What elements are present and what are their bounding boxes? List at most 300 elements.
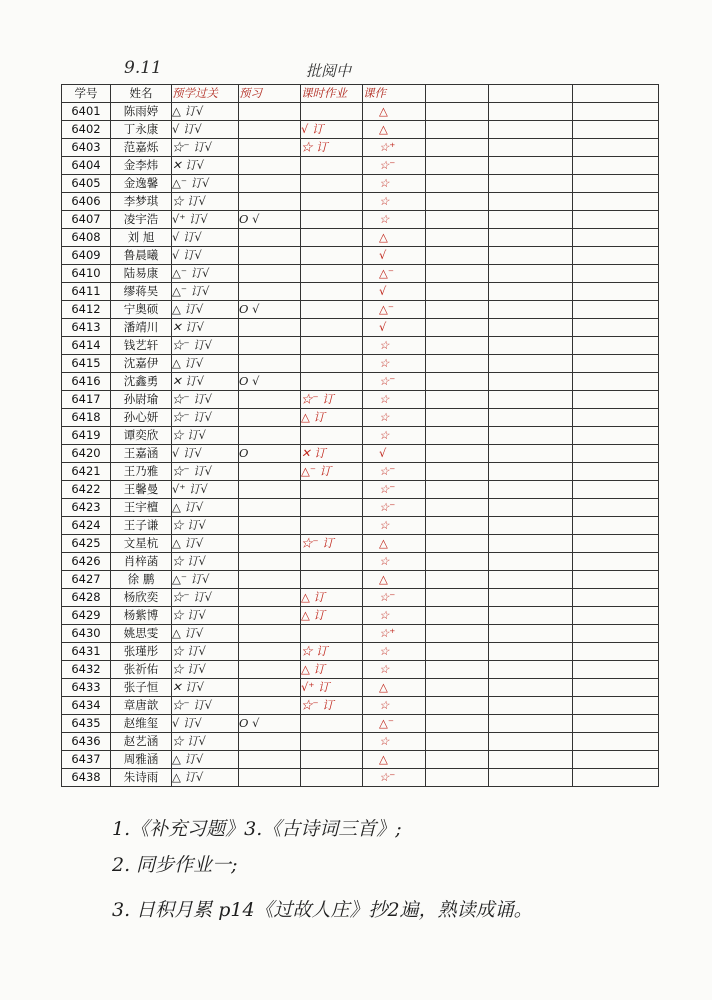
blank-cell xyxy=(426,697,489,715)
classwork-cell: ☆⁻ xyxy=(363,157,426,175)
blank-cell xyxy=(573,481,659,499)
blank-cell xyxy=(573,229,659,247)
preview-cell xyxy=(239,247,301,265)
student-name-cell: 文星杭 xyxy=(111,535,172,553)
lesson-homework-cell xyxy=(301,337,363,355)
blank-cell xyxy=(489,157,573,175)
preview-check-cell: ☆⁻ 订√ xyxy=(172,463,239,481)
lesson-homework-cell: √⁺ 订 xyxy=(301,679,363,697)
blank-cell xyxy=(489,301,573,319)
blank-cell xyxy=(573,535,659,553)
classwork-cell: ☆ xyxy=(363,661,426,679)
blank-cell xyxy=(426,751,489,769)
classwork-cell: △ xyxy=(363,751,426,769)
student-id-cell: 6420 xyxy=(62,445,111,463)
student-id-cell: 6403 xyxy=(62,139,111,157)
student-id-cell: 6406 xyxy=(62,193,111,211)
preview-check-cell: △ 订√ xyxy=(172,625,239,643)
blank-cell xyxy=(573,355,659,373)
lesson-homework-cell xyxy=(301,319,363,337)
preview-cell xyxy=(239,535,301,553)
preview-check-cell: △⁻ 订√ xyxy=(172,265,239,283)
student-name-cell: 鲁晨曦 xyxy=(111,247,172,265)
student-name-cell: 沈鑫勇 xyxy=(111,373,172,391)
blank-cell xyxy=(426,121,489,139)
preview-check-cell: ☆⁻ 订√ xyxy=(172,139,239,157)
lesson-homework-cell xyxy=(301,499,363,517)
classwork-cell: ☆ xyxy=(363,517,426,535)
blank-cell xyxy=(573,121,659,139)
student-name-cell: 张子恒 xyxy=(111,679,172,697)
student-name-cell: 杨紫博 xyxy=(111,607,172,625)
blank-cell xyxy=(426,481,489,499)
classwork-cell: ☆⁻ xyxy=(363,463,426,481)
preview-cell xyxy=(239,625,301,643)
blank-cell xyxy=(426,247,489,265)
blank-cell xyxy=(489,355,573,373)
preview-cell xyxy=(239,391,301,409)
preview-cell: O xyxy=(239,445,301,463)
classwork-cell: ☆ xyxy=(363,607,426,625)
blank-cell xyxy=(489,283,573,301)
preview-cell xyxy=(239,337,301,355)
table-row xyxy=(62,139,659,157)
student-id-cell: 6429 xyxy=(62,607,111,625)
student-id-cell: 6432 xyxy=(62,661,111,679)
blank-cell xyxy=(573,661,659,679)
student-id-cell: 6416 xyxy=(62,373,111,391)
table-row xyxy=(62,571,659,589)
blank-cell xyxy=(573,589,659,607)
blank-cell xyxy=(426,103,489,121)
blank-cell xyxy=(489,715,573,733)
lesson-homework-cell xyxy=(301,571,363,589)
preview-cell: O √ xyxy=(239,715,301,733)
blank-cell xyxy=(573,265,659,283)
blank-cell xyxy=(489,463,573,481)
blank-cell xyxy=(426,211,489,229)
blank-cell xyxy=(573,193,659,211)
preview-check-cell: △ 订√ xyxy=(172,499,239,517)
table-row xyxy=(62,769,659,787)
student-name-cell: 朱诗雨 xyxy=(111,769,172,787)
blank-cell xyxy=(426,229,489,247)
table-row xyxy=(62,535,659,553)
preview-check-cell: ☆ 订√ xyxy=(172,427,239,445)
preview-cell xyxy=(239,427,301,445)
student-name-cell: 王嘉涵 xyxy=(111,445,172,463)
student-id-cell: 6435 xyxy=(62,715,111,733)
preview-cell xyxy=(239,283,301,301)
student-name-cell: 周雅涵 xyxy=(111,751,172,769)
lesson-homework-cell xyxy=(301,517,363,535)
lesson-homework-cell: ☆⁻ 订 xyxy=(301,535,363,553)
blank-cell xyxy=(573,175,659,193)
preview-cell xyxy=(239,571,301,589)
preview-check-cell: △ 订√ xyxy=(172,103,239,121)
table-row xyxy=(62,157,659,175)
blank-cell xyxy=(489,733,573,751)
student-id-cell: 6414 xyxy=(62,337,111,355)
student-id-cell: 6418 xyxy=(62,409,111,427)
preview-check-cell: △⁻ 订√ xyxy=(172,283,239,301)
table-row xyxy=(62,445,659,463)
blank-cell xyxy=(573,697,659,715)
classwork-cell: √ xyxy=(363,283,426,301)
table-row xyxy=(62,337,659,355)
blank-cell xyxy=(426,427,489,445)
student-name-cell: 凌宇浩 xyxy=(111,211,172,229)
lesson-homework-cell: ☆ 订 xyxy=(301,139,363,157)
column-header-preview-check: 预学过关 xyxy=(172,85,239,103)
preview-check-cell: △⁻ 订√ xyxy=(172,571,239,589)
blank-cell xyxy=(489,607,573,625)
table-row xyxy=(62,247,659,265)
preview-check-cell: ☆ 订√ xyxy=(172,643,239,661)
student-name-cell: 缪蒋昊 xyxy=(111,283,172,301)
preview-cell xyxy=(239,229,301,247)
student-name-cell: 徐 鹏 xyxy=(111,571,172,589)
student-name-cell: 金李炜 xyxy=(111,157,172,175)
blank-cell xyxy=(573,409,659,427)
homework-note-3: 3. 日积月累 p14《过故人庄》抄2遍，熟读成诵。 xyxy=(112,899,533,921)
preview-check-cell: ☆ 订√ xyxy=(172,661,239,679)
preview-cell xyxy=(239,355,301,373)
grade-table xyxy=(61,84,659,787)
preview-cell xyxy=(239,643,301,661)
lesson-homework-cell xyxy=(301,553,363,571)
blank-cell xyxy=(573,445,659,463)
preview-check-cell: √ 订√ xyxy=(172,445,239,463)
blank-cell xyxy=(573,769,659,787)
lesson-homework-cell xyxy=(301,625,363,643)
table-row xyxy=(62,175,659,193)
lesson-homework-cell xyxy=(301,265,363,283)
student-name-cell: 李梦琪 xyxy=(111,193,172,211)
lesson-homework-cell xyxy=(301,373,363,391)
table-row xyxy=(62,553,659,571)
preview-cell xyxy=(239,697,301,715)
table-row xyxy=(62,661,659,679)
lesson-homework-cell xyxy=(301,211,363,229)
blank-cell xyxy=(426,283,489,301)
lesson-homework-cell: ✕ 订 xyxy=(301,445,363,463)
blank-cell xyxy=(489,121,573,139)
table-row xyxy=(62,319,659,337)
preview-cell: O √ xyxy=(239,211,301,229)
lesson-homework-cell: √ 订 xyxy=(301,121,363,139)
student-name-cell: 陆易康 xyxy=(111,265,172,283)
blank-cell xyxy=(426,553,489,571)
blank-cell xyxy=(573,607,659,625)
preview-check-cell: ✕ 订√ xyxy=(172,319,239,337)
table-row xyxy=(62,301,659,319)
preview-cell xyxy=(239,481,301,499)
table-row xyxy=(62,409,659,427)
blank-cell xyxy=(426,733,489,751)
blank-cell xyxy=(573,427,659,445)
table-row xyxy=(62,679,659,697)
classwork-cell: ☆ xyxy=(363,175,426,193)
preview-check-cell: △ 订√ xyxy=(172,301,239,319)
student-id-cell: 6427 xyxy=(62,571,111,589)
preview-cell xyxy=(239,769,301,787)
student-id-cell: 6409 xyxy=(62,247,111,265)
student-id-cell: 6401 xyxy=(62,103,111,121)
blank-cell xyxy=(489,535,573,553)
preview-check-cell: ✕ 订√ xyxy=(172,679,239,697)
table-row xyxy=(62,211,659,229)
student-name-cell: 王宇檀 xyxy=(111,499,172,517)
classwork-cell: ☆⁻ xyxy=(363,499,426,517)
blank-cell xyxy=(489,553,573,571)
table-header-row xyxy=(62,85,659,103)
student-id-cell: 6417 xyxy=(62,391,111,409)
blank-cell xyxy=(489,571,573,589)
preview-cell xyxy=(239,463,301,481)
blank-cell xyxy=(426,607,489,625)
student-name-cell: 杨欣奕 xyxy=(111,589,172,607)
blank-cell xyxy=(489,517,573,535)
blank-cell xyxy=(573,679,659,697)
student-id-cell: 6438 xyxy=(62,769,111,787)
table-row xyxy=(62,427,659,445)
blank-cell xyxy=(426,625,489,643)
preview-cell xyxy=(239,319,301,337)
student-name-cell: 宁奥硕 xyxy=(111,301,172,319)
table-row xyxy=(62,589,659,607)
preview-cell xyxy=(239,553,301,571)
preview-cell: O √ xyxy=(239,373,301,391)
blank-cell xyxy=(573,373,659,391)
classwork-cell: √ xyxy=(363,445,426,463)
student-name-cell: 张瑾彤 xyxy=(111,643,172,661)
table-row xyxy=(62,229,659,247)
lesson-homework-cell: △ 订 xyxy=(301,409,363,427)
classwork-cell: △⁻ xyxy=(363,301,426,319)
preview-check-cell: △ 订√ xyxy=(172,535,239,553)
lesson-homework-cell xyxy=(301,193,363,211)
classwork-cell: ☆ xyxy=(363,193,426,211)
preview-cell xyxy=(239,157,301,175)
student-id-cell: 6411 xyxy=(62,283,111,301)
classwork-cell: ☆⁻ xyxy=(363,373,426,391)
column-header-blank-3 xyxy=(573,85,659,103)
table-row xyxy=(62,733,659,751)
table-row xyxy=(62,283,659,301)
table-row xyxy=(62,355,659,373)
blank-cell xyxy=(489,391,573,409)
classwork-cell: ☆⁺ xyxy=(363,625,426,643)
table-row xyxy=(62,697,659,715)
lesson-homework-cell xyxy=(301,229,363,247)
preview-check-cell: △⁻ 订√ xyxy=(172,175,239,193)
student-name-cell: 王馨曼 xyxy=(111,481,172,499)
homework-note-1: 1.《补充习题》3.《古诗词三首》; xyxy=(112,818,402,840)
blank-cell xyxy=(426,139,489,157)
blank-cell xyxy=(489,445,573,463)
lesson-homework-cell: ☆⁻ 订 xyxy=(301,391,363,409)
blank-cell xyxy=(426,301,489,319)
blank-cell xyxy=(426,193,489,211)
table-row xyxy=(62,265,659,283)
preview-cell xyxy=(239,679,301,697)
blank-cell xyxy=(489,499,573,517)
preview-cell xyxy=(239,661,301,679)
classwork-cell: ☆ xyxy=(363,355,426,373)
student-id-cell: 6422 xyxy=(62,481,111,499)
blank-cell xyxy=(489,211,573,229)
blank-cell xyxy=(426,175,489,193)
blank-cell xyxy=(426,409,489,427)
blank-cell xyxy=(573,283,659,301)
table-row xyxy=(62,481,659,499)
preview-check-cell: √⁺ 订√ xyxy=(172,211,239,229)
student-name-cell: 丁永康 xyxy=(111,121,172,139)
student-name-cell: 赵维玺 xyxy=(111,715,172,733)
classwork-cell: ☆ xyxy=(363,733,426,751)
student-id-cell: 6421 xyxy=(62,463,111,481)
preview-check-cell: √ 订√ xyxy=(172,121,239,139)
lesson-homework-cell xyxy=(301,175,363,193)
column-header-student-id: 学号 xyxy=(62,85,111,103)
classwork-cell: ☆⁻ xyxy=(363,589,426,607)
classwork-cell: √ xyxy=(363,247,426,265)
lesson-homework-cell: ☆ 订 xyxy=(301,643,363,661)
student-id-cell: 6410 xyxy=(62,265,111,283)
table-row xyxy=(62,517,659,535)
preview-cell: O √ xyxy=(239,301,301,319)
table-row xyxy=(62,643,659,661)
classwork-cell: ☆⁺ xyxy=(363,139,426,157)
lesson-homework-cell xyxy=(301,715,363,733)
table-row xyxy=(62,751,659,769)
preview-check-cell: △ 订√ xyxy=(172,769,239,787)
preview-check-cell: ☆⁻ 订√ xyxy=(172,697,239,715)
preview-check-cell: ✕ 订√ xyxy=(172,157,239,175)
blank-cell xyxy=(426,715,489,733)
blank-cell xyxy=(573,751,659,769)
preview-cell xyxy=(239,193,301,211)
column-header-name: 姓名 xyxy=(111,85,172,103)
preview-cell xyxy=(239,103,301,121)
blank-cell xyxy=(426,517,489,535)
lesson-homework-cell xyxy=(301,751,363,769)
lesson-homework-cell xyxy=(301,355,363,373)
blank-cell xyxy=(573,715,659,733)
lesson-homework-cell: △⁻ 订 xyxy=(301,463,363,481)
blank-cell xyxy=(426,373,489,391)
blank-cell xyxy=(573,517,659,535)
preview-check-cell: ☆ 订√ xyxy=(172,553,239,571)
classwork-cell: ☆ xyxy=(363,697,426,715)
classwork-cell: △ xyxy=(363,679,426,697)
blank-cell xyxy=(573,139,659,157)
preview-check-cell: ✕ 订√ xyxy=(172,373,239,391)
classwork-cell: △⁻ xyxy=(363,715,426,733)
lesson-homework-cell xyxy=(301,769,363,787)
lesson-homework-cell xyxy=(301,103,363,121)
preview-cell xyxy=(239,607,301,625)
blank-cell xyxy=(489,139,573,157)
classwork-cell: ☆ xyxy=(363,391,426,409)
student-id-cell: 6407 xyxy=(62,211,111,229)
preview-cell xyxy=(239,733,301,751)
student-name-cell: 潘靖川 xyxy=(111,319,172,337)
preview-check-cell: ☆⁻ 订√ xyxy=(172,589,239,607)
blank-cell xyxy=(573,499,659,517)
classwork-cell: ☆ xyxy=(363,427,426,445)
student-name-cell: 孙尉瑜 xyxy=(111,391,172,409)
table-row xyxy=(62,121,659,139)
lesson-homework-cell: △ 订 xyxy=(301,607,363,625)
blank-cell xyxy=(426,679,489,697)
student-id-cell: 6423 xyxy=(62,499,111,517)
classwork-cell: △ xyxy=(363,535,426,553)
classwork-cell: △ xyxy=(363,121,426,139)
status-label: 批阅中 xyxy=(306,62,352,80)
student-id-cell: 6430 xyxy=(62,625,111,643)
student-name-cell: 陈雨婷 xyxy=(111,103,172,121)
blank-cell xyxy=(573,463,659,481)
blank-cell xyxy=(489,625,573,643)
column-header-classwork: 课作 xyxy=(363,85,426,103)
blank-cell xyxy=(489,751,573,769)
preview-check-cell: ☆ 订√ xyxy=(172,193,239,211)
table-row xyxy=(62,463,659,481)
blank-cell xyxy=(573,571,659,589)
student-name-cell: 肖梓菡 xyxy=(111,553,172,571)
student-name-cell: 王子谦 xyxy=(111,517,172,535)
blank-cell xyxy=(489,229,573,247)
student-name-cell: 范嘉烁 xyxy=(111,139,172,157)
classwork-cell: △ xyxy=(363,229,426,247)
student-name-cell: 姚思雯 xyxy=(111,625,172,643)
student-name-cell: 谭奕欣 xyxy=(111,427,172,445)
student-id-cell: 6408 xyxy=(62,229,111,247)
blank-cell xyxy=(573,337,659,355)
student-name-cell: 王乃雅 xyxy=(111,463,172,481)
preview-cell xyxy=(239,265,301,283)
blank-cell xyxy=(489,481,573,499)
blank-cell xyxy=(489,769,573,787)
preview-cell xyxy=(239,589,301,607)
lesson-homework-cell xyxy=(301,427,363,445)
table-row xyxy=(62,499,659,517)
preview-check-cell: √ 订√ xyxy=(172,715,239,733)
student-id-cell: 6426 xyxy=(62,553,111,571)
student-id-cell: 6436 xyxy=(62,733,111,751)
blank-cell xyxy=(426,535,489,553)
blank-cell xyxy=(573,301,659,319)
classwork-cell: ☆ xyxy=(363,409,426,427)
blank-cell xyxy=(489,589,573,607)
blank-cell xyxy=(573,103,659,121)
preview-check-cell: √⁺ 订√ xyxy=(172,481,239,499)
blank-cell xyxy=(426,157,489,175)
student-name-cell: 章唐歆 xyxy=(111,697,172,715)
lesson-homework-cell xyxy=(301,481,363,499)
blank-cell xyxy=(489,373,573,391)
preview-check-cell: √ 订√ xyxy=(172,229,239,247)
date-label: 9.11 xyxy=(124,58,162,78)
blank-cell xyxy=(489,427,573,445)
preview-check-cell: √ 订√ xyxy=(172,247,239,265)
preview-check-cell: ☆⁻ 订√ xyxy=(172,391,239,409)
lesson-homework-cell: △ 订 xyxy=(301,589,363,607)
student-name-cell: 赵艺涵 xyxy=(111,733,172,751)
preview-check-cell: ☆ 订√ xyxy=(172,733,239,751)
